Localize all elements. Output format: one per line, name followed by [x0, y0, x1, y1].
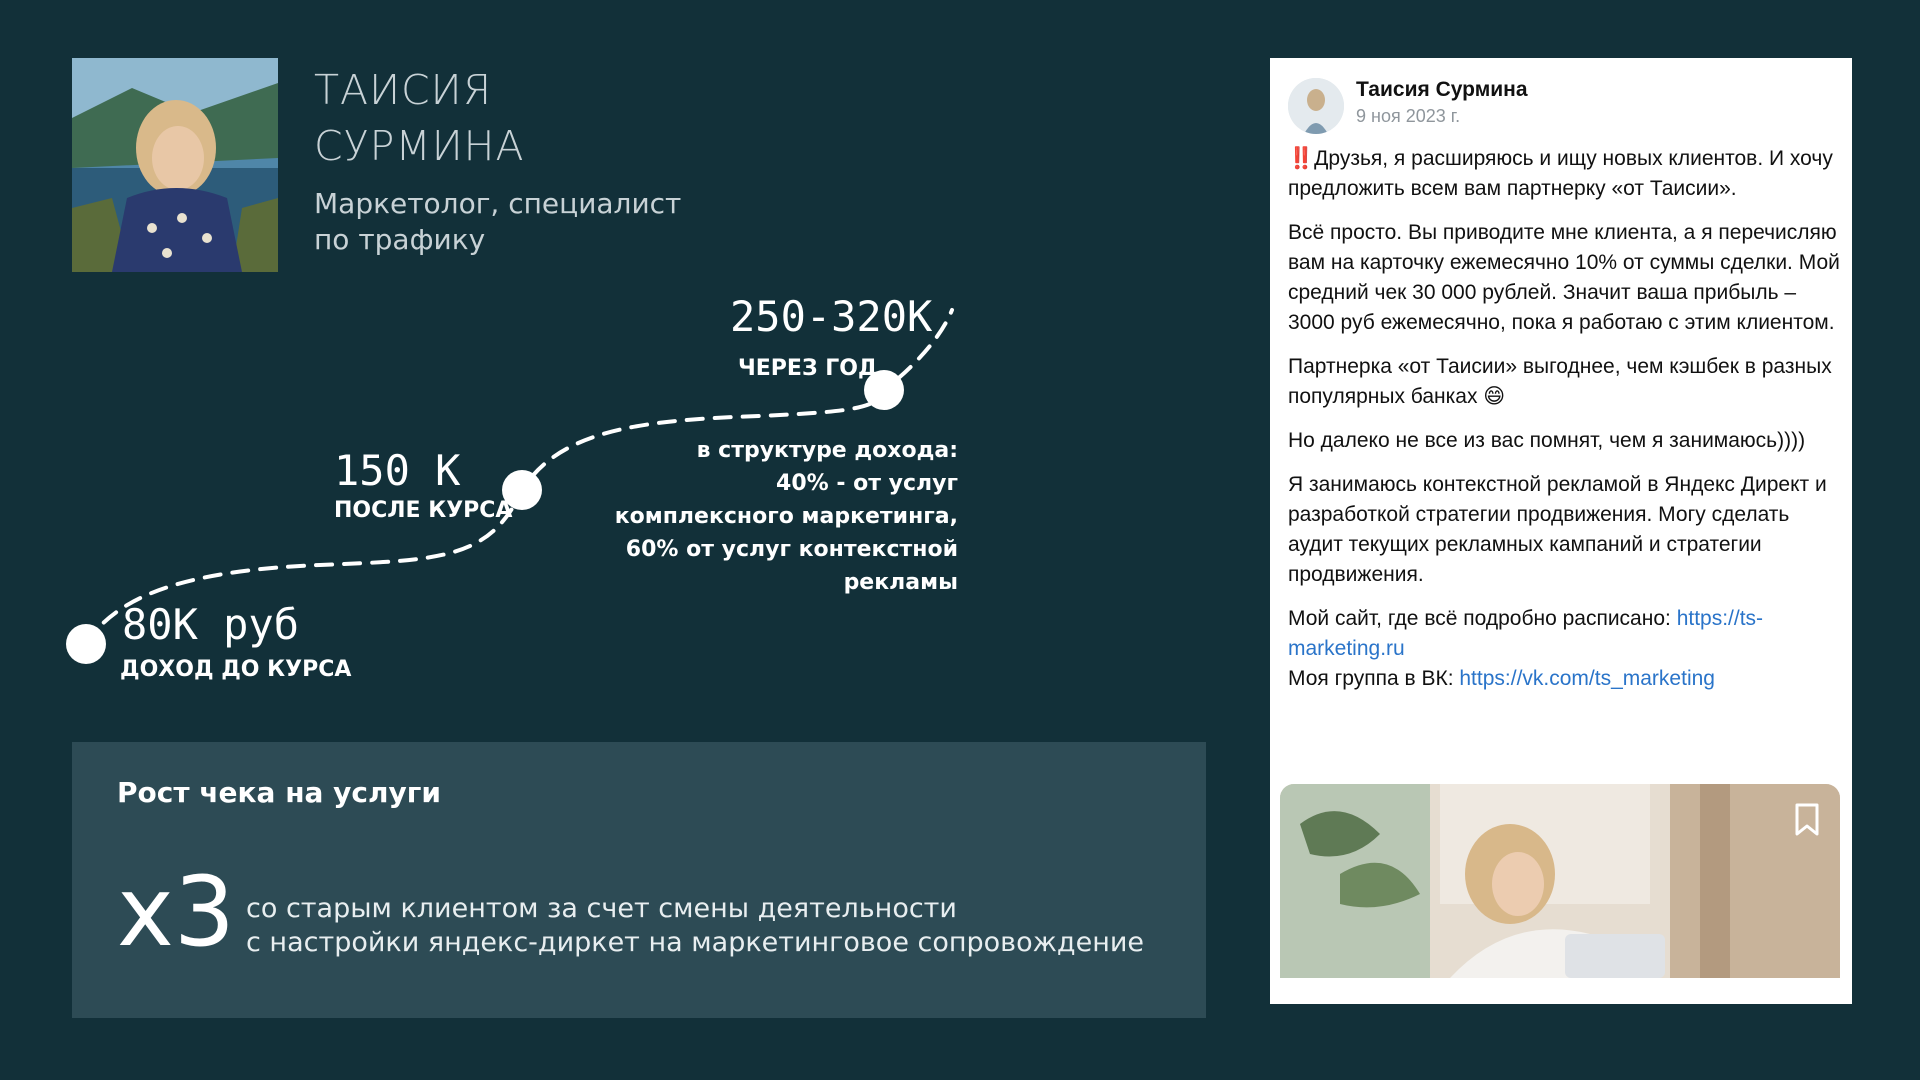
post-paragraph: Но далеко не все из вас помнят, чем я занимаюсь)))) — [1288, 429, 1806, 452]
growth-description-line1: со старым клиентом за счет смены деятельности — [246, 893, 957, 924]
post-site-link[interactable]: https://ts-marketing.ru — [1288, 607, 1764, 660]
milestone-caption-3: ЧЕРЕЗ ГОД — [738, 356, 878, 381]
post-author[interactable]: Таисия Сурмина — [1356, 78, 1528, 101]
post-group-link[interactable]: https://vk.com/ts_marketing — [1459, 667, 1715, 690]
post-group-label: Моя группа в ВК: — [1288, 667, 1460, 690]
double-exclamation-icon: ‼️ — [1288, 147, 1315, 170]
avatar[interactable] — [1288, 78, 1344, 134]
post-paragraph: Я занимаюсь контекстной рекламой в Яндекс Директ и разработкой стратегии продвижения. Могу сделать аудит текущих рекламных кампаний и стратегии продвижения. — [1288, 473, 1827, 586]
post-image[interactable] — [1280, 784, 1840, 978]
milestone-caption-2: ПОСЛЕ КУРСА — [334, 498, 513, 523]
income-structure-line: 60% от услуг контекстной — [625, 537, 958, 562]
growth-panel-title: Рост чека на услуги — [117, 776, 442, 809]
post-paragraph: Партнерка «от Таисии» выгоднее, чем кэшбек в разных популярных банках 😄 — [1288, 355, 1832, 408]
post-footer — [1270, 978, 1852, 1004]
growth-description-line2: с настройки яндекс-диркет на маркетинговое сопровождение — [246, 927, 1145, 958]
profile-name-line2: СУРМИНА — [314, 122, 525, 170]
growth-multiplier: x3 — [117, 856, 235, 968]
post-paragraph: Всё просто. Вы приводите мне клиента, а я перечисляю вам на карточку ежемесячно 10% от суммы сделки. Мой средний чек 30 000 рублей. Значит ваша прибыль – 3000 руб ежемесячно, пока я работаю с этим клиентом. — [1288, 221, 1840, 334]
post-group-line — [1288, 664, 1840, 694]
income-structure-line: рекламы — [843, 570, 958, 595]
bookmark-icon[interactable] — [1792, 802, 1822, 838]
milestone-amount-2: 150 К — [334, 446, 461, 495]
income-structure — [580, 434, 958, 599]
social-post — [1270, 58, 1852, 1004]
milestone-caption-1: ДОХОД ДО КУРСА — [120, 657, 352, 682]
profile-role-line1: Маркетолог, специалист — [314, 187, 682, 220]
post-site-line — [1288, 604, 1840, 664]
growth-panel — [72, 742, 1206, 1018]
income-structure-line: в структуре дохода: — [696, 438, 958, 463]
post-paragraph-text: Друзья, я расширяюсь и ищу новых клиентов. И хочу предложить всем вам партнерку «от Таисии». — [1288, 147, 1833, 200]
income-structure-line: комплексного маркетинга, — [614, 504, 958, 529]
income-timeline — [0, 0, 1000, 720]
income-structure-line: 40% - от услуг — [776, 471, 958, 496]
profile-role-line2: по трафику — [314, 223, 486, 256]
post-paragraph — [1288, 144, 1840, 204]
growth-description — [246, 892, 1144, 960]
profile-name-line1: ТАИСИЯ — [314, 66, 493, 114]
post-site-label: Мой сайт, где всё подробно расписано: — [1288, 607, 1677, 630]
milestone-dot-1 — [66, 624, 106, 664]
milestone-amount-3: 250-320К — [730, 292, 933, 341]
post-date[interactable]: 9 ноя 2023 г. — [1356, 106, 1461, 126]
milestone-amount-1: 80К руб — [122, 600, 300, 649]
post-body — [1288, 144, 1840, 694]
